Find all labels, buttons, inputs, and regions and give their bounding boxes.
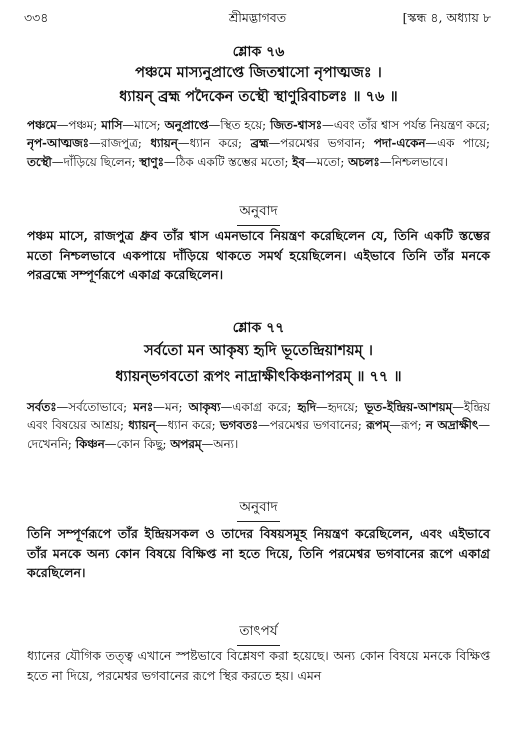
synonym-meaning: —এক পায়ে;	[425, 136, 490, 151]
synonym-meaning: —মন;	[153, 400, 189, 414]
synonym-entry	[150, 136, 250, 150]
verse-76-translation: পঞ্চম মাসে, রাজপুত্র ধ্রুব তাঁর শ্বাস এমনভাবে নিয়ন্ত্রণ করেছিলেন যে, তিনি একটি স্তম্ভের মতো নিশ্চলভাবে একপায়ে দাঁড়িয়ে থাকতে সমর্থ হয়েছিলেন। এইভাবে তিনি তাঁর মনকে পরব্রহ্মে সম্পূর্ণরূপে একাগ্র করেছিলেন।	[27, 228, 490, 283]
synonym-term: পদা-একেন	[373, 136, 426, 151]
verse-76-line-2: ধ্যায়ন্ ব্রহ্ম পদৈকেন তস্থৌ স্থাণুরিবাচলঃ ॥ ৭৬ ॥	[119, 88, 398, 105]
verse-77-translation-heading: অনুবাদ	[0, 496, 517, 522]
synonym-meaning: —হৃদয়ে;	[315, 400, 365, 414]
synonym-term: মাসি	[101, 118, 123, 132]
synonym-term: স্থাণুঃ	[139, 154, 164, 169]
verse-76-translation-heading: অনুবাদ	[0, 200, 517, 226]
synonym-entry	[165, 118, 271, 132]
page-number: ৩৩৪	[24, 10, 49, 25]
synonym-entry	[220, 418, 366, 432]
verse-77-line-1: সর্বতো মন আকৃষ্য হৃদি ভূতেন্দ্রিয়াশয়ম্ ।	[144, 342, 373, 359]
synonym-term: ধ্যায়ন্	[128, 418, 156, 433]
synonym-term: ইব	[292, 154, 305, 169]
synonym-entry	[348, 155, 448, 169]
synonym-entry	[366, 418, 426, 432]
synonym-meaning: —দেখেননি;	[27, 418, 490, 451]
book-title: শ্রীমদ্ভাগবত	[228, 10, 287, 25]
synonym-entry	[27, 136, 150, 150]
synonym-meaning: —ইন্দ্রিয় এবং বিষয়ের আশ্রয়;	[27, 400, 490, 433]
synonym-term: অচলঃ	[348, 154, 380, 169]
synonym-meaning: —মাসে;	[122, 118, 165, 132]
verse-76-line-1: পঞ্চমে মাস্যনুপ্রাপ্তে জিতশ্বাসো নৃপাত্মজঃ ।	[135, 64, 382, 81]
synonym-entry	[27, 400, 133, 414]
synonym-meaning: —ধ্যান করে;	[155, 418, 220, 433]
page-header	[24, 10, 491, 32]
synonym-term: কিঞ্চন	[75, 436, 105, 451]
synonym-entry	[374, 136, 490, 150]
synonym-entry	[128, 418, 220, 432]
synonym-term: নৃপ-আত্মজঃ	[27, 136, 89, 151]
synonym-meaning: —অন্য।	[201, 436, 239, 451]
synonym-meaning: —ধ্যান করে;	[177, 136, 251, 151]
synonym-entry	[270, 118, 490, 132]
synonym-entry	[76, 437, 171, 451]
synonym-entry	[101, 118, 164, 132]
synonym-entry	[292, 155, 348, 169]
synonym-term: জিত-শ্বাসঃ	[270, 118, 323, 132]
synonym-meaning: —রাজপুত্র;	[88, 136, 151, 151]
synonym-term: সর্বতঃ	[27, 400, 57, 414]
synonym-meaning: —মতো;	[304, 154, 349, 169]
synonym-term: ভূত-ইন্দ্রিয়-আশয়ম্	[364, 400, 453, 414]
synonym-term: হৃদি	[297, 400, 316, 414]
purport-heading: তাৎপর্য	[0, 620, 517, 646]
verse-77-synonyms	[27, 398, 490, 453]
synonym-term: ন অদ্রাক্ষীৎ	[425, 418, 479, 433]
synonym-entry	[298, 400, 365, 414]
synonym-entry	[27, 118, 101, 132]
synonym-term: অনুপ্রাপ্তে	[164, 118, 209, 132]
synonym-term: মনঃ	[133, 400, 154, 414]
verse-77-translation: তিনি সম্পূর্ণরূপে তাঁর ইন্দ্রিয়সকল ও তাদের বিষয়সমূহ নিয়ন্ত্রণ করেছিলেন, এবং এইভাবে তাঁর মনকে অন্য কোন বিষয়ে বিক্ষিপ্ত না হতে দিয়ে, তিনি পরমেশ্বর ভগবানের রূপে একাগ্র করেছিলেন।	[27, 526, 490, 581]
verse-76-heading: শ্লোক ৭৬	[232, 44, 285, 60]
synonym-term: পঞ্চমে	[27, 118, 57, 132]
synonym-meaning: —কোন কিছু;	[104, 436, 171, 451]
synonym-entry	[251, 136, 374, 150]
synonym-term: তস্থৌ	[27, 154, 52, 169]
synonym-term: ধ্যায়ন্	[150, 136, 178, 151]
synonym-term: রূপম্	[366, 418, 390, 433]
synonym-meaning: —ঠিক একটি স্তম্ভের মতো;	[163, 154, 293, 169]
synonym-entry	[189, 400, 298, 414]
synonym-entry	[27, 155, 139, 169]
section-reference: [স্কন্ধ ৪, অধ্যায় ৮	[402, 10, 491, 25]
synonym-term: আকৃষ্য	[188, 400, 221, 414]
synonym-entry	[133, 400, 188, 414]
synonym-term: ভগবতঃ	[219, 418, 259, 433]
synonym-term: ব্রহ্ম	[250, 136, 269, 151]
synonym-term: অপরম্	[170, 436, 202, 451]
synonym-meaning: —নিশ্চলভাবে।	[379, 154, 448, 169]
synonym-entry	[139, 155, 292, 169]
synonym-meaning: —পঞ্চম;	[56, 118, 102, 132]
verse-76-synonyms	[27, 116, 490, 171]
synonym-meaning: —স্থিত হয়ে;	[208, 118, 271, 132]
synonym-meaning: —পরমেশ্বর ভগবান;	[268, 136, 374, 151]
purport-text: ধ্যানের যৌগিক তত্ত্ব এখানে স্পষ্টভাবে বিশ্লেষণ করা হয়েছে। অন্য কোন বিষয়ে মনকে বিক্ষিপ্ত হতে না দিয়ে, পরমেশ্বর ভগবানের রূপে স্থির করতে হয়। এমন	[27, 648, 490, 683]
synonym-meaning: —রূপ;	[389, 418, 426, 433]
verse-77-heading: শ্লোক ৭৭	[232, 320, 285, 336]
synonym-meaning: —এবং তাঁর শ্বাস পর্যন্ত নিয়ন্ত্রণ করে;	[322, 118, 490, 132]
synonym-entry	[170, 437, 238, 451]
synonym-meaning: —পরমেশ্বর ভগবানের;	[258, 418, 367, 433]
synonym-meaning: —সর্বতোভাবে;	[56, 400, 134, 414]
verse-77-line-2: ধ্যায়ন্ভগবতো রূপং নাদ্রাক্ষীৎকিঞ্চনাপরম্ ॥ ৭৭ ॥	[115, 368, 402, 385]
synonym-meaning: —একাগ্র করে;	[220, 400, 298, 414]
synonym-meaning: —দাঁড়িয়ে ছিলেন;	[51, 154, 140, 169]
